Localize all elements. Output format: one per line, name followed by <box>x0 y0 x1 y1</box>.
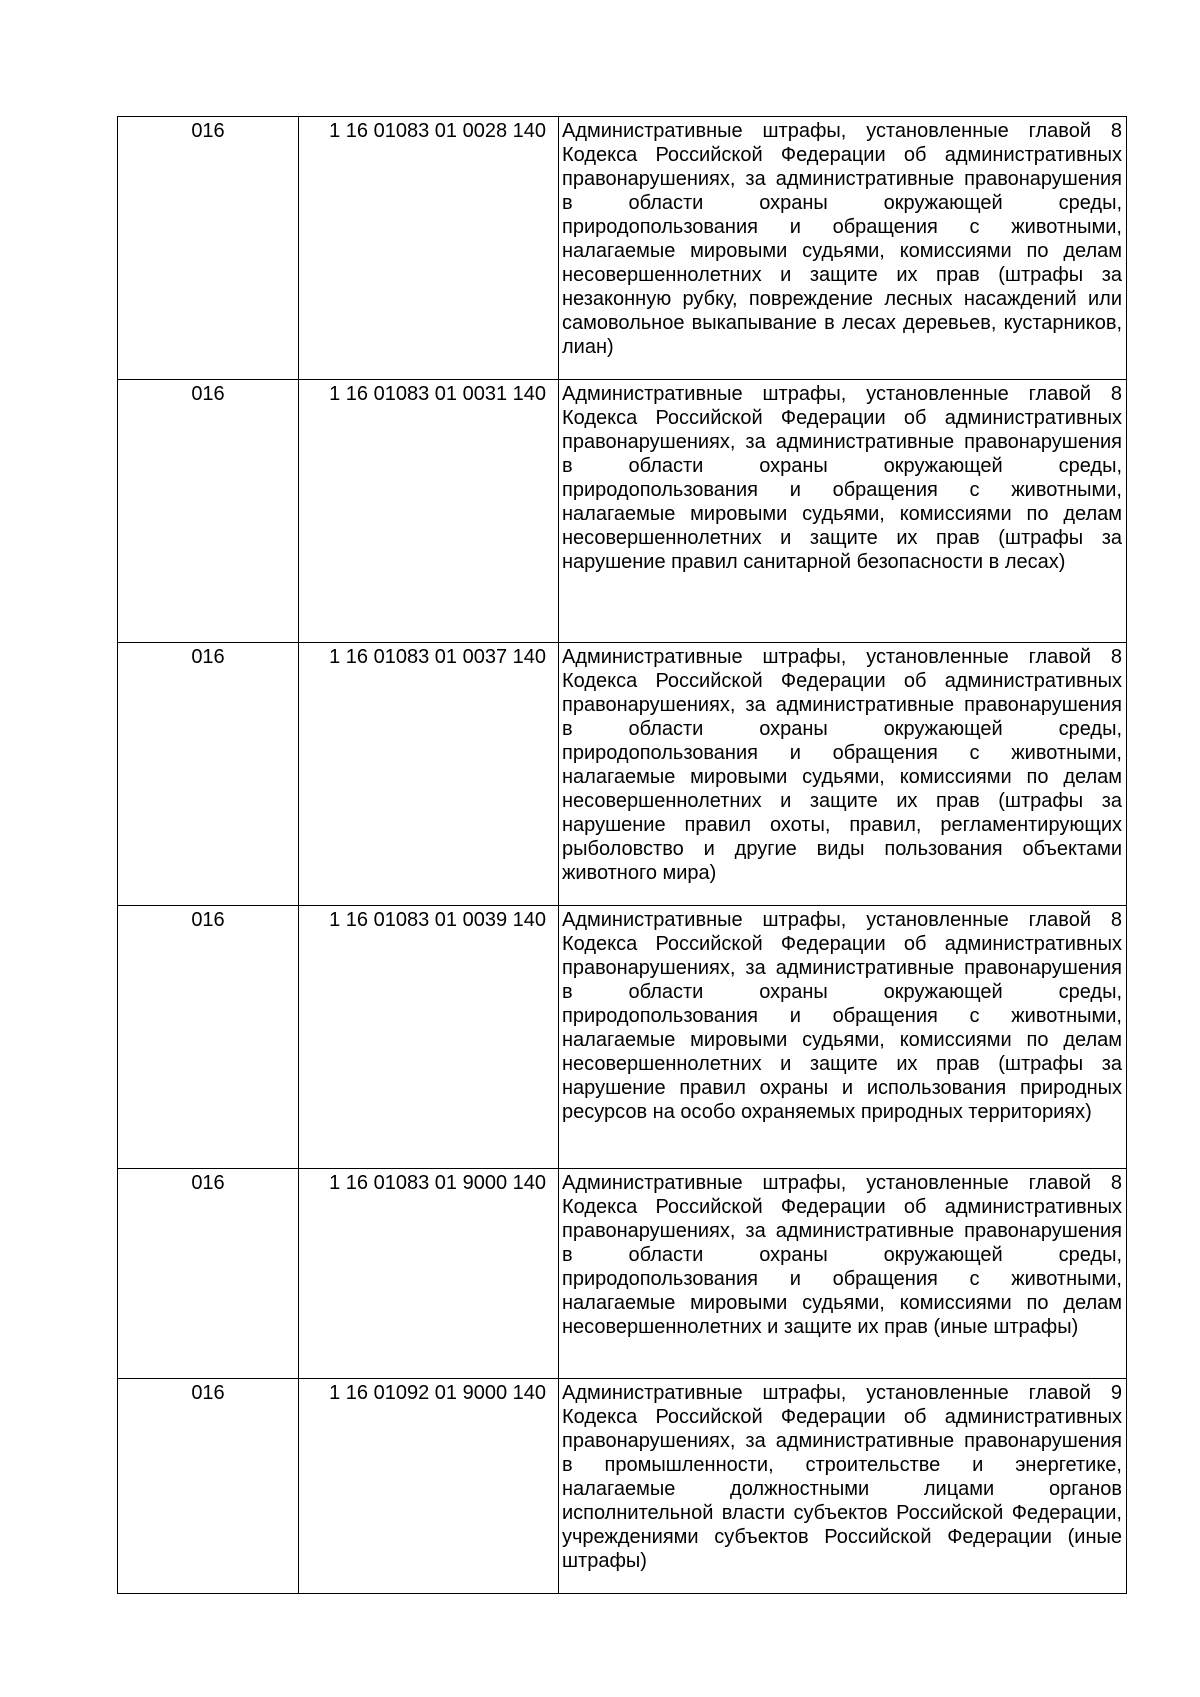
kbk-code-cell: 1 16 01083 01 0037 140 <box>299 643 559 906</box>
table-row <box>118 1379 1127 1594</box>
admin-code-cell: 016 <box>118 380 299 643</box>
kbk-code-cell: 1 16 01083 01 9000 140 <box>299 1169 559 1379</box>
kbk-code-cell: 1 16 01083 01 0028 140 <box>299 117 559 380</box>
kbk-code-cell: 1 16 01092 01 9000 140 <box>299 1379 559 1594</box>
admin-code-cell: 016 <box>118 117 299 380</box>
description-cell: Административные штрафы, установленные главой 8 Кодекса Российской Федерации об административных правонарушениях, за административные правонарушения в области охраны окружающей среды, природопользования и обращения с животными, налагаемые мировыми судьями, комиссиями по делам несовершеннолетних и защите их прав (штрафы за нарушение правил охоты, правил, регламентирующих рыболовство и другие виды пользования объектами животного мира) <box>559 643 1127 906</box>
admin-code-cell: 016 <box>118 643 299 906</box>
table-row <box>118 117 1127 380</box>
revenue-code-table <box>117 116 1127 1594</box>
table-row <box>118 643 1127 906</box>
admin-code-cell: 016 <box>118 1169 299 1379</box>
admin-code-cell: 016 <box>118 1379 299 1594</box>
description-cell: Административные штрафы, установленные главой 8 Кодекса Российской Федерации об административных правонарушениях, за административные правонарушения в области охраны окружающей среды, природопользования и обращения с животными, налагаемые мировыми судьями, комиссиями по делам несовершеннолетних и защите их прав (штрафы за незаконную рубку, повреждение лесных насаждений или самовольное выкапывание в лесах деревьев, кустарников, лиан) <box>559 117 1127 380</box>
description-cell: Административные штрафы, установленные главой 9 Кодекса Российской Федерации об административных правонарушениях, за административные правонарушения в промышленности, строительстве и энергетике, налагаемые должностными лицами органов исполнительной власти субъектов Российской Федерации, учреждениями субъектов Российской Федерации (иные штрафы) <box>559 1379 1127 1594</box>
description-cell: Административные штрафы, установленные главой 8 Кодекса Российской Федерации об административных правонарушениях, за административные правонарушения в области охраны окружающей среды, природопользования и обращения с животными, налагаемые мировыми судьями, комиссиями по делам несовершеннолетних и защите их прав (штрафы за нарушение правил охраны и использования природных ресурсов на особо охраняемых природных территориях) <box>559 906 1127 1169</box>
kbk-code-cell: 1 16 01083 01 0039 140 <box>299 906 559 1169</box>
admin-code-cell: 016 <box>118 906 299 1169</box>
table-row <box>118 906 1127 1169</box>
table-row <box>118 1169 1127 1379</box>
kbk-code-cell: 1 16 01083 01 0031 140 <box>299 380 559 643</box>
description-cell: Административные штрафы, установленные главой 8 Кодекса Российской Федерации об административных правонарушениях, за административные правонарушения в области охраны окружающей среды, природопользования и обращения с животными, налагаемые мировыми судьями, комиссиями по делам несовершеннолетних и защите их прав (иные штрафы) <box>559 1169 1127 1379</box>
table-row <box>118 380 1127 643</box>
description-cell: Административные штрафы, установленные главой 8 Кодекса Российской Федерации об административных правонарушениях, за административные правонарушения в области охраны окружающей среды, природопользования и обращения с животными, налагаемые мировыми судьями, комиссиями по делам несовершеннолетних и защите их прав (штрафы за нарушение правил санитарной безопасности в лесах) <box>559 380 1127 643</box>
